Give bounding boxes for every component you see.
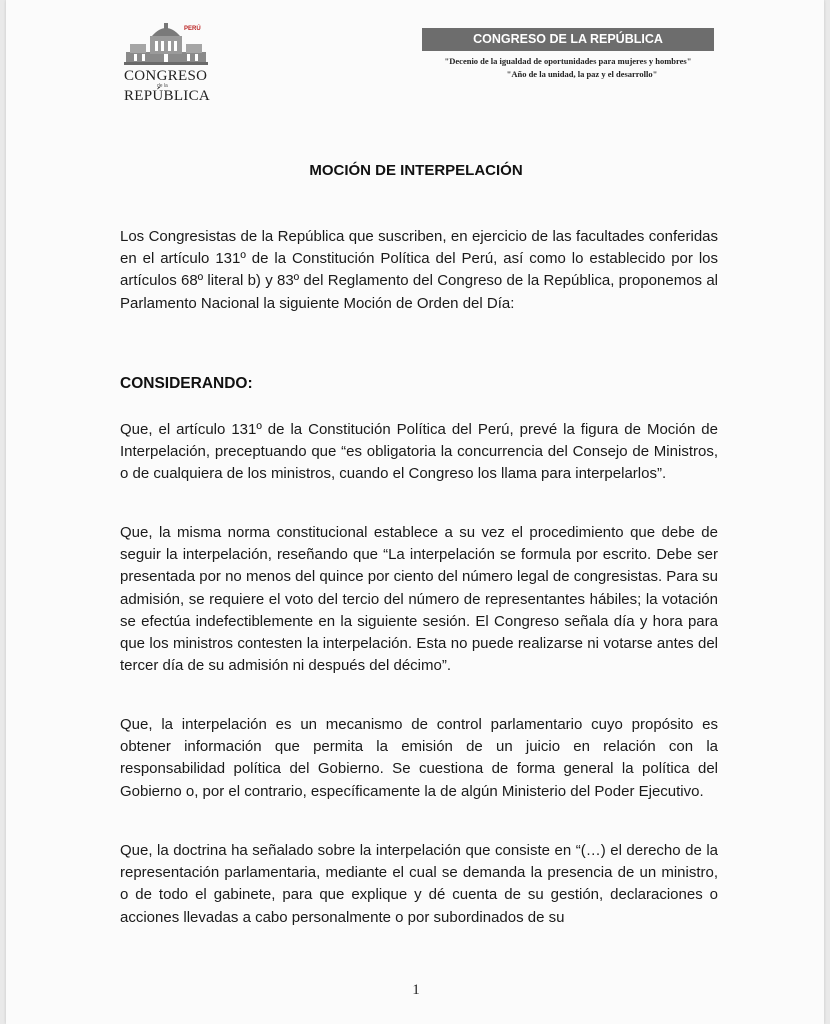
paragraph-2: Que, la misma norma constitucional establece a su vez el procedimiento que debe de seguir la interpelación, reseñando que “La interpelación se formula por escrito. Debe ser presentada por no menos del quince por ciento del número legal de congresistas. Para su admisión, se requiere el voto del tercio del número de representantes hábiles; la votación se efectúa indefectiblemente en la siguiente sesión. El Congreso señala día y hora para que los ministros contesten la interpelación. Esta no puede realizarse ni votarse antes del tercer día de su admisión ni después del décimo”. xyxy=(120,524,718,675)
intro-paragraph: Los Congresistas de la República que suscriben, en ejercicio de las facultades conferidas en el artículo 131º de la Constitución Política del Perú, así como lo establecido por los artículos 68º literal b) y 83º del Reglamento del Congreso de la República, proponemos al Parlamento Nacional la siguiente Moción de Orden del Día: xyxy=(120,228,718,312)
logo-text-congreso: CONGRESO xyxy=(124,68,208,84)
year-motto: "Año de la unidad, la paz y el desarrollo" xyxy=(506,69,658,79)
decade-motto: "Decenio de la igualdad de oportunidades para mujeres y hombres" xyxy=(444,56,692,66)
document-title: MOCIÓN DE INTERPELACIÓN xyxy=(309,162,523,179)
logo-text-republica: REPÚBLICA xyxy=(124,88,211,104)
page-number: 1 xyxy=(412,982,420,998)
logo-text-dela: de la xyxy=(157,83,168,89)
congreso-logo xyxy=(124,22,224,106)
paragraph-1: Que, el artículo 131º de la Constitución Política del Perú, prevé la figura de Moción de Interpelación, preceptuando que “es obligatoria la concurrencia del Consejo de Ministros, o de cualquiera de los ministros, cuando el Congreso los llama para interpelarlos”. xyxy=(120,421,718,483)
document-page xyxy=(6,0,824,1024)
header-banner: CONGRESO DE LA REPÚBLICA xyxy=(422,28,714,51)
paragraph-3: Que, la interpelación es un mecanismo de control parlamentario cuyo propósito es obtener información que permita la emisión de un juicio en relación con la responsabilidad política del Gobierno. Se cuestiona de forma general la política del Gobierno o, por el contrario, específicamente la de algún Ministerio del Poder Ejecutivo. xyxy=(120,716,718,800)
considerando-heading: CONSIDERANDO: xyxy=(120,375,253,392)
logo-peru-label: PERÚ xyxy=(184,26,201,32)
paragraph-4: Que, la doctrina ha señalado sobre la interpelación que consiste en “(…) el derecho de la representación parlamentaria, mediante el cual se demanda la presencia de un ministro, o de todo el gabinete, para que explique y dé cuenta de su gestión, declaraciones o acciones llevadas a cabo personalmente o por subordinados de su xyxy=(120,842,718,926)
